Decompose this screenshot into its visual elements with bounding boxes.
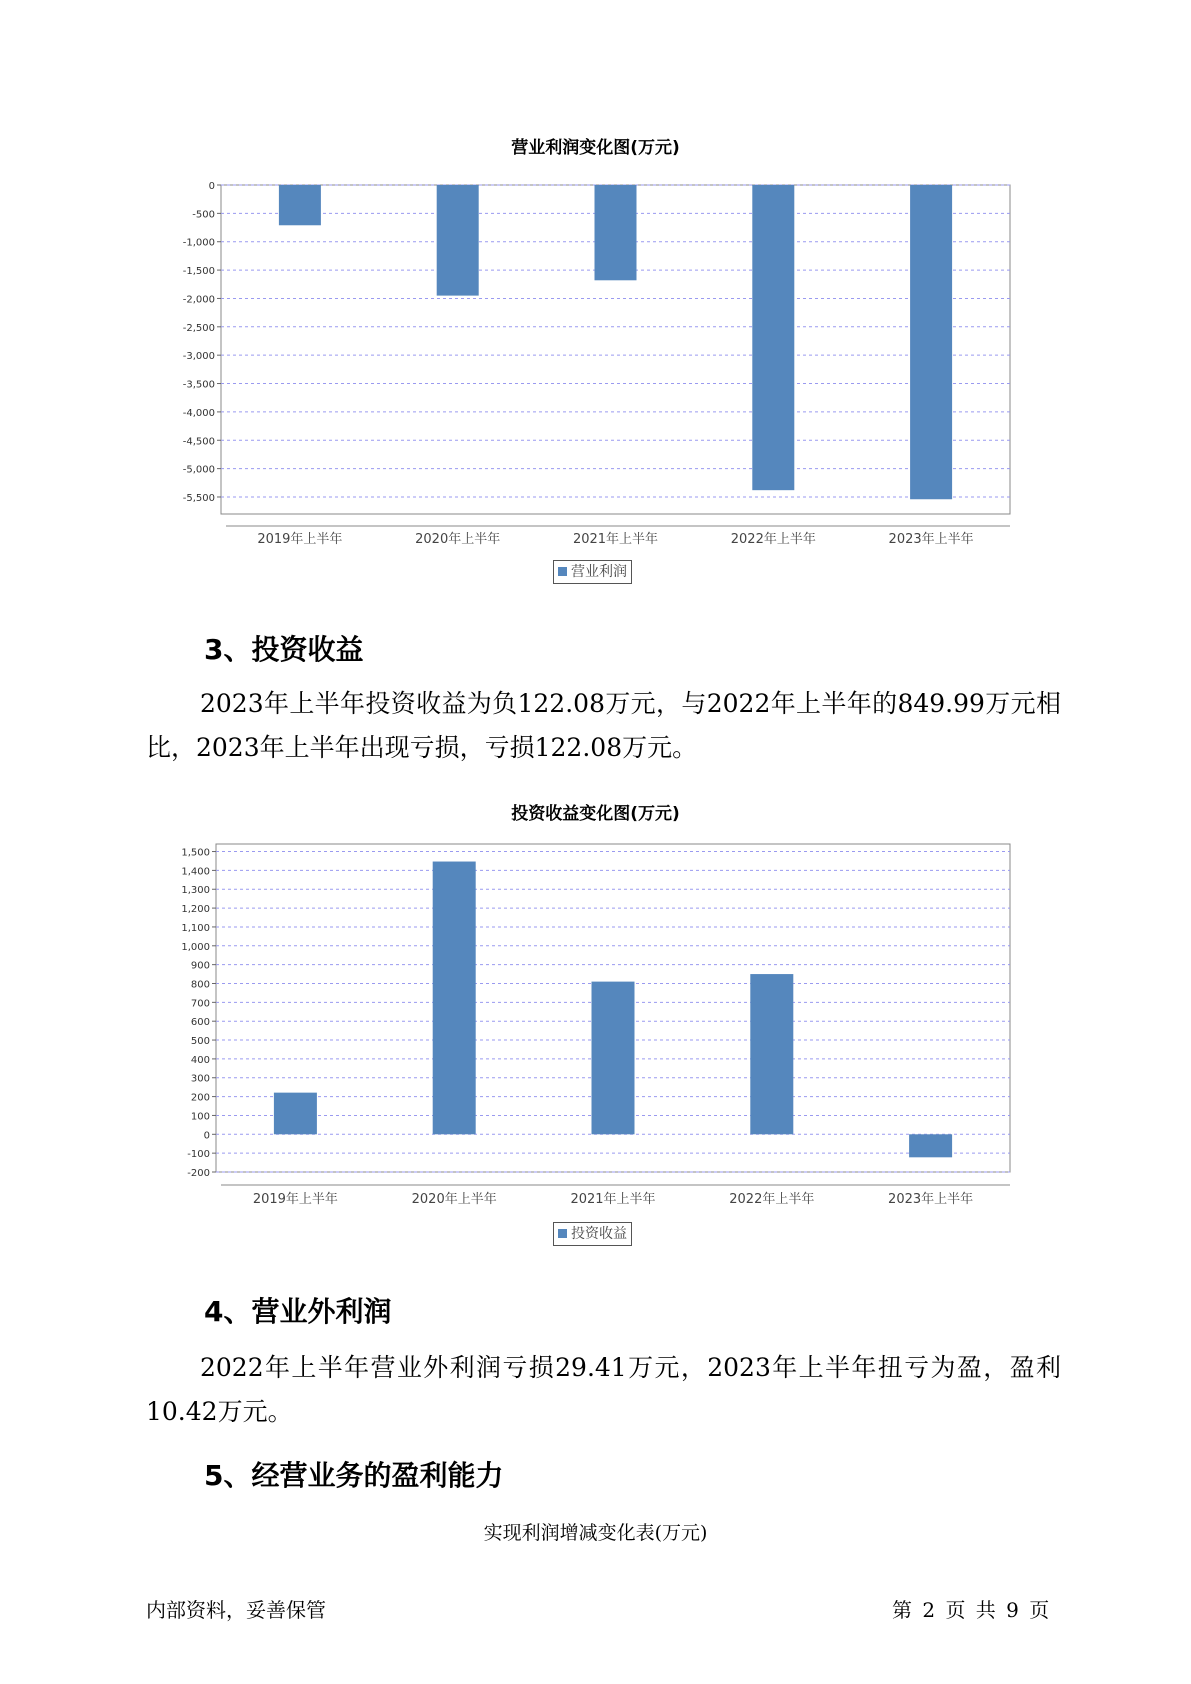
y-tick-label: 900	[190, 960, 210, 972]
bar	[595, 185, 637, 280]
y-tick-label: -3,500	[182, 379, 215, 391]
legend-label: 营业利润	[571, 564, 627, 580]
investment-income-chart	[0, 830, 1191, 1230]
operating-profit-chart-title: 营业利润变化图(万元)	[511, 138, 680, 158]
y-tick-label: -5,500	[182, 492, 215, 504]
table-title: 实现利润增减变化表(万元)	[483, 1522, 708, 1544]
y-tick-label: -500	[192, 209, 215, 221]
operating-profit-chart	[0, 160, 1191, 560]
bar	[437, 185, 479, 296]
y-tick-label: 200	[190, 1092, 210, 1104]
section-3-heading: 3、投资收益	[204, 633, 364, 666]
y-tick-label: 400	[190, 1054, 210, 1066]
y-tick-label: -1,500	[182, 266, 215, 278]
section-4-heading: 4、营业外利润	[204, 1295, 392, 1328]
y-tick-label: 600	[190, 1017, 210, 1029]
y-tick-label: 1,400	[181, 866, 210, 878]
y-tick-label: -3,000	[182, 351, 215, 363]
bar	[910, 185, 952, 499]
investment-income-chart-title: 投资收益变化图(万元)	[511, 804, 680, 824]
section-3-paragraph: 2023年上半年投资收益为负122.08万元，与2022年上半年的849.99万元相比，2023年上半年出现亏损，亏损122.08万元。	[146, 689, 1061, 762]
y-tick-label: 500	[190, 1036, 210, 1048]
x-tick-label: 2022年上半年	[729, 1192, 815, 1207]
bar	[279, 185, 321, 225]
legend-swatch	[558, 567, 567, 576]
bar	[274, 1093, 317, 1135]
y-tick-label: -2,000	[182, 294, 215, 306]
section-5-heading: 5、经营业务的盈利能力	[204, 1459, 504, 1492]
y-tick-label: 1,200	[181, 904, 210, 916]
x-tick-label: 2020年上半年	[411, 1192, 497, 1207]
legend-swatch	[558, 1229, 567, 1238]
bar	[909, 1134, 952, 1157]
legend-label: 投资收益	[571, 1226, 627, 1242]
x-tick-label: 2021年上半年	[572, 532, 659, 547]
y-tick-label: 1,500	[181, 847, 210, 859]
footer-page-number: 第 2 页 共 9 页	[892, 1598, 1050, 1622]
x-tick-label: 2022年上半年	[730, 532, 816, 547]
x-tick-label: 2023年上半年	[888, 1192, 974, 1207]
y-tick-label: 800	[190, 979, 210, 991]
y-tick-label: -4,500	[182, 436, 215, 448]
y-tick-label: -200	[187, 1168, 210, 1179]
y-tick-label: 300	[190, 1073, 210, 1085]
y-tick-label: 100	[190, 1111, 210, 1123]
y-tick-label: 700	[190, 998, 210, 1010]
section-4-paragraph: 2022年上半年营业外利润亏损29.41万元，2023年上半年扭亏为盈，盈利10.42万元。	[146, 1353, 1061, 1426]
x-tick-label: 2020年上半年	[415, 532, 501, 547]
footer-confidential-note: 内部资料，妥善保管	[146, 1598, 326, 1622]
y-tick-label: 1,300	[181, 885, 210, 897]
bar	[750, 974, 793, 1134]
bar	[592, 982, 635, 1135]
y-tick-label: -2,500	[182, 322, 215, 334]
x-tick-label: 2021年上半年	[570, 1192, 656, 1207]
y-tick-label: -4,000	[182, 407, 215, 419]
y-tick-label: 1,100	[181, 922, 210, 934]
investment-income-legend	[553, 1222, 632, 1246]
x-tick-label: 2019年上半年	[252, 1192, 338, 1207]
operating-profit-legend	[553, 560, 632, 584]
y-tick-label: -1,000	[182, 237, 215, 249]
x-tick-label: 2023年上半年	[888, 532, 974, 547]
x-tick-label: 2019年上半年	[257, 532, 343, 547]
y-tick-label: 0	[208, 181, 215, 192]
y-tick-label: 0	[203, 1130, 210, 1142]
bar	[433, 862, 476, 1135]
bar	[752, 185, 794, 490]
y-tick-label: -100	[187, 1149, 210, 1161]
y-tick-label: -5,000	[182, 464, 215, 476]
y-tick-label: 1,000	[181, 941, 210, 953]
